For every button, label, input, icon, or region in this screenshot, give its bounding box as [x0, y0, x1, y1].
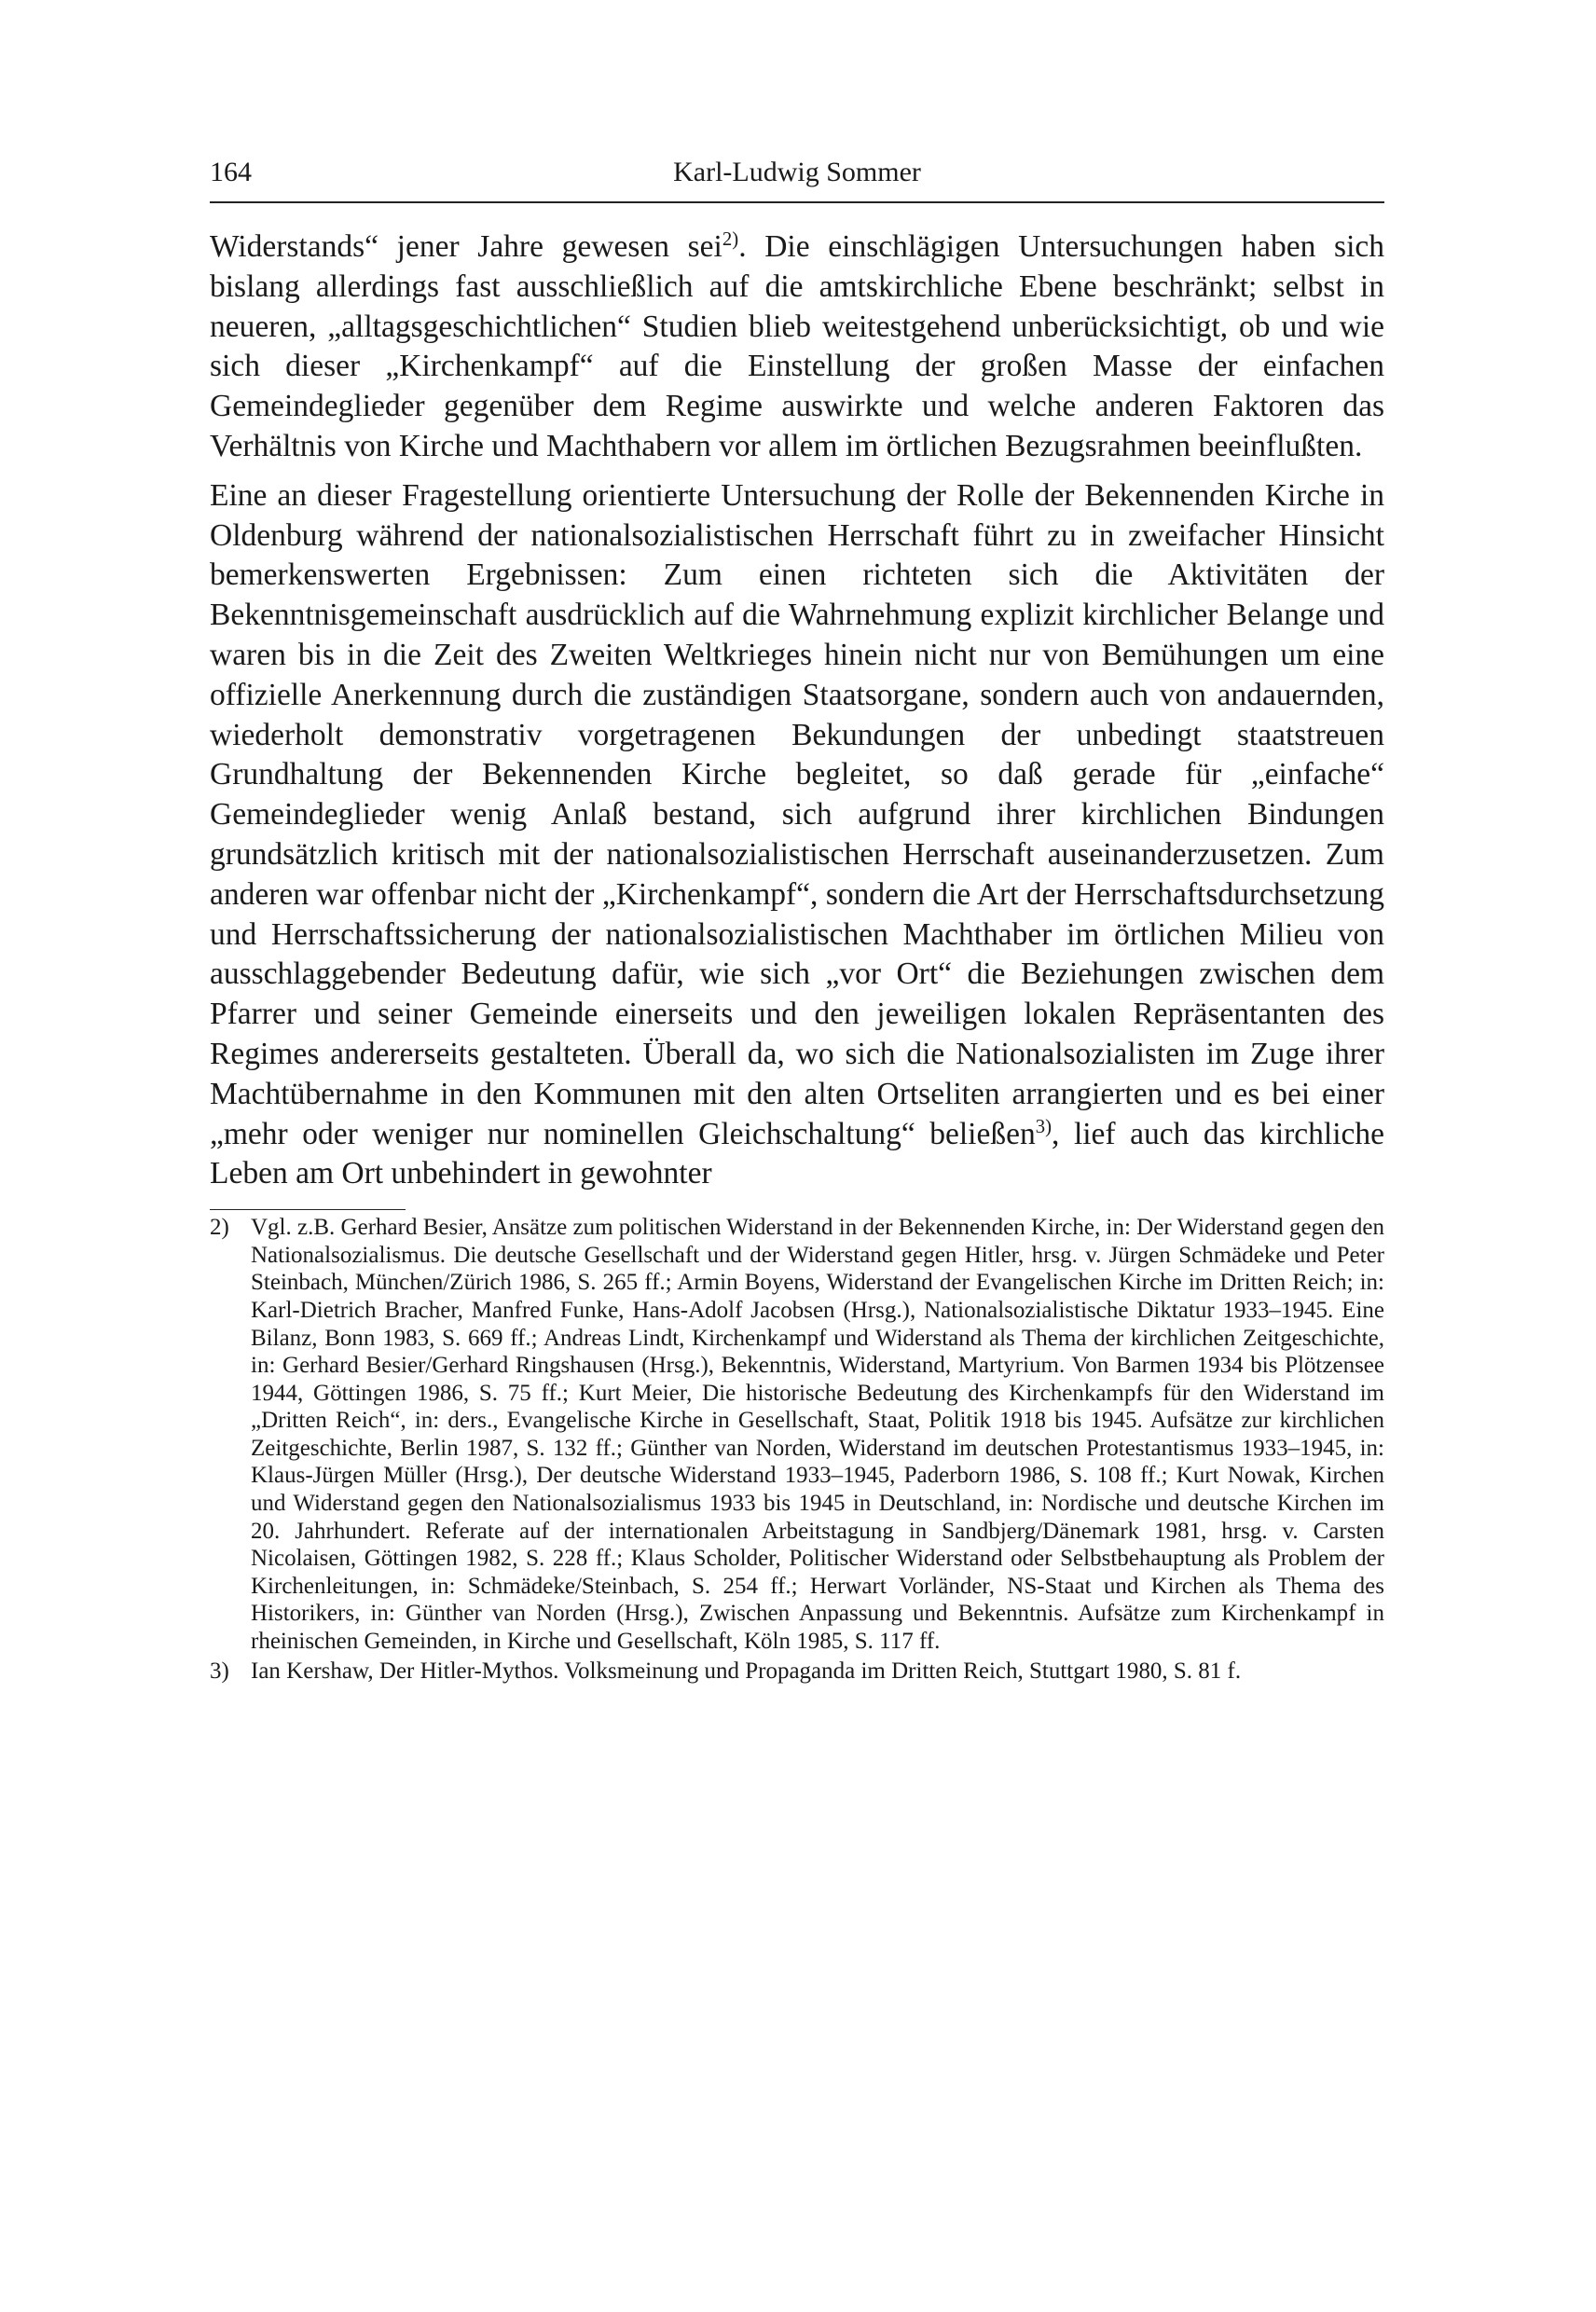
- paragraph-2-text-end: , lief auch das kirchliche Leben am Ort unbehindert in gewohnter: [210, 1116, 1384, 1191]
- footnote-3-text: Ian Kershaw, Der Hitler-Mythos. Volksmeinung und Propaganda im Dritten Reich, Stuttgart 1980, S. 81 f.: [251, 1658, 1242, 1684]
- running-head: Karl-Ludwig Sommer: [673, 157, 921, 187]
- paragraph-2-text-start: Eine an dieser Fragestellung orientierte Untersuchung der Rolle der Bekennenden Kirche in Oldenburg während der nationalsozialistischen Herrschaft führt zu in zweifacher Hinsicht bemerkenswerten Ergebnissen: Zum einen richteten sich die Aktivitäten der Bekenntnisgemeinschaft ausdrücklich auf die Wahrnehmung explizit kirchlicher Belange und waren bis in die Zeit des Zweiten Weltkrieges hinein nicht nur von Bemühungen um eine offizielle Anerkennung durch die zuständigen Staatsorgane, sondern auch von andauernden, wiederholt demonstrativ vorgetragenen Bekundungen der unbedingt staatstreuen Grundhaltung der Bekennenden Kirche begleitet, so daß gerade für „einfache“ Gemeindeglieder wenig Anlaß bestand, sich aufgrund ihrer kirchlichen Bindungen grundsätzlich kritisch mit der nationalsozialistischen Herrschaft auseinanderzusetzen. Zum anderen war offenbar nicht der „Kirchenkampf“, sondern die Art der Herrschaftsdurchsetzung und Herrschaftssicherung der nationalsozialistischen Machthaber im örtlichen Milieu von ausschlaggebender Bedeutung dafür, wie sich „vor Ort“ die Beziehungen zwischen dem Pfarrer und seiner Gemeinde einerseits und den jeweiligen lokalen Repräsentanten des Regimes andererseits gestalteten. Überall da, wo sich die Nationalsozialisten im Zuge ihrer Machtübernahme in den Kommunen mit den alten Ortseliten arrangierten und es bei einer „mehr oder weniger nur nominellen Gleichschaltung“ beließen: [210, 477, 1384, 1151]
- book-page: [210, 149, 1384, 1686]
- footnote-2-mark: 2): [210, 1215, 229, 1241]
- footnote-3: [210, 1658, 1384, 1686]
- body-text: [210, 227, 1384, 1194]
- footnotes: [210, 1214, 1384, 1685]
- footnote-3-mark: 3): [210, 1658, 229, 1684]
- paragraph-1: [210, 227, 1384, 467]
- page-number: 164: [210, 157, 252, 187]
- footnote-ref-2: 2): [722, 227, 739, 250]
- page-header: [210, 149, 1384, 203]
- footnote-2-text: Vgl. z.B. Gerhard Besier, Ansätze zum politischen Widerstand in der Bekennenden Kirche, in: Der Widerstand gegen den Nationalsozialismus. Die deutsche Gesellschaft und der Widerstand gegen Hitler, hrsg. v. Jürgen Schmädeke und Peter Steinbach, München/Zürich 1986, S. 265 ff.; Armin Boyens, Widerstand der Evangelischen Kirche im Dritten Reich; in: Karl-Dietrich Bracher, Manfred Funke, Hans-Adolf Jacobsen (Hrsg.), Nationalsozialistische Diktatur 1933–1945. Eine Bilanz, Bonn 1983, S. 669 ff.; Andreas Lindt, Kirchenkampf und Widerstand als Thema der kirchlichen Zeitgeschichte, in: Gerhard Besier/Gerhard Ringshausen (Hrsg.), Bekenntnis, Widerstand, Martyrium. Von Barmen 1934 bis Plötzensee 1944, Göttingen 1986, S. 75 ff.; Kurt Meier, Die historische Bedeutung des Kirchenkampfs für den Widerstand im „Dritten Reich“, in: ders., Evangelische Kirche in Gesellschaft, Staat, Politik 1918 bis 1945. Aufsätze zur kirchlichen Zeitgeschichte, Berlin 1987, S. 132 ff.; Günther van Norden, Widerstand im deutschen Protestantismus 1933–1945, in: Klaus-Jürgen Müller (Hrsg.), Der deutsche Widerstand 1933–1945, Paderborn 1986, S. 108 ff.; Kurt Nowak, Kirchen und Widerstand gegen den Nationalsozialismus 1933 bis 1945 in Deutschland, in: Nordische und deutsche Kirchen im 20. Jahrhundert. Referate auf der internationalen Arbeitstagung in Sandbjerg/Dänemark 1981, hrsg. v. Carsten Nicolaisen, Göttingen 1982, S. 228 ff.; Klaus Scholder, Politischer Widerstand oder Selbstbehauptung als Problem der Kirchenleitungen, in: Schmädeke/Steinbach, S. 254 ff.; Herwart Vorländer, NS-Staat und Kirchen als Thema des Historikers, in: Günther van Norden (Hrsg.), Zwischen Anpassung und Bekenntnis. Aufsätze zum Kirchenkampf in rheinischen Gemeinden, in Kirche und Gesellschaft, Köln 1985, S. 117 ff.: [251, 1215, 1384, 1655]
- paragraph-2: [210, 476, 1384, 1194]
- footnote-divider: [210, 1209, 406, 1210]
- paragraph-1-text-end: . Die einschlägigen Untersuchungen haben sich bislang allerdings fast ausschließlich auf die amtskirchliche Ebene beschränkt; selbst in neueren, „alltagsgeschichtlichen“ Studien blieb weitestgehend unberücksichtigt, ob und wie sich dieser „Kirchenkampf“ auf die Einstellung der großen Masse der einfachen Gemeindeglieder gegenüber dem Regime auswirkte und welche anderen Faktoren das Verhältnis von Kirche und Machthabern vor allem im örtlichen Bezugsrahmen beeinflußten.: [210, 229, 1384, 463]
- footnote-2: [210, 1214, 1384, 1656]
- paragraph-1-text-start: Widerstands“ jener Jahre gewesen sei: [210, 229, 722, 264]
- footnote-ref-3: 3): [1035, 1115, 1053, 1137]
